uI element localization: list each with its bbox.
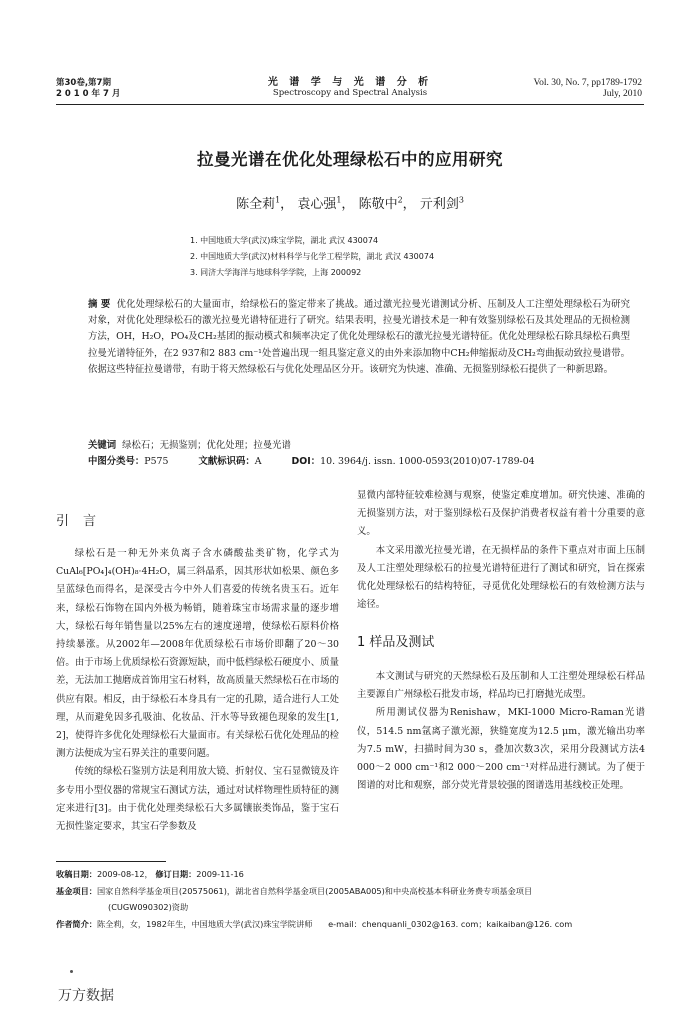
doc-code-value: A — [254, 456, 262, 467]
author-list: 陈全莉$^1$， 袁心强$^1$， 陈敬中$^2$， 亓利剑$^3$ — [236, 195, 464, 212]
author-affiliation-mark: 3 — [458, 195, 464, 205]
author-name: 陈敬中 — [358, 197, 398, 212]
author-affiliation-mark: 1 — [275, 195, 281, 205]
header-volume-pages: Vol. 30, No. 7, pp1789-1792 — [533, 78, 642, 88]
body-left-column — [56, 545, 339, 836]
body-paragraph: 显微内部特征较难检测与观察，使鉴定难度增加。研究快速、准确的无损鉴别方法，对于鉴别绿松石及保护消费者权益有着十分重要的意义。 — [357, 490, 645, 538]
doc-code-label: 文献标识码： — [198, 456, 255, 467]
affiliation-item: 3. 同济大学海洋与地球科学学院，上海 200092 — [190, 268, 362, 277]
received-date: 2009-08-12， — [96, 869, 153, 879]
keywords-block — [88, 438, 535, 470]
header-volume-en — [533, 78, 642, 100]
author-name: 陈全莉 — [236, 197, 276, 212]
body-paragraph: 传统的绿松石鉴别方法是利用放大镜、折射仪、宝石显微镜及许多专用小型仪器的常规宝石测试方法，通过对试样物理性质特征的测定来进行[3]。由于优化处理类绿松石大多属镶嵌类饰品，鉴于宝石无损性鉴定要求，其宝石学参数及 — [56, 766, 339, 833]
fund-text-continued: (CUGW090302)资助 — [108, 902, 189, 912]
body-paragraph: 所用测试仪器为Renishaw，MKI-1000 Micro-Raman光谱仪，514.5 nm氩离子激光源，狭缝宽度为12.5 μm，激光输出功率为7.5 mW，扫描时间为30 s，叠加次数3次，采用分段测试方法4 000～2 000 cm⁻¹和2 000～200 cm⁻¹对样品进行测试。为了便于图谱的对比和观察，部分荧光背景较强的图谱选用基线校正处理。 — [357, 707, 645, 792]
author-affiliation-mark: 2 — [397, 195, 403, 205]
revised-label: 修订日期： — [155, 869, 197, 879]
footnote-rule — [56, 861, 166, 862]
body-paragraph: 本文采用激光拉曼光谱，在无损样品的条件下重点对市面上压制及人工注塑处理绿松石的拉曼光谱特征进行了测试和研究，旨在探索优化处理绿松石的结构特征，寻觅优化处理绿松石的有效检测方法与途径。 — [357, 544, 645, 611]
journal-title-en: Spectroscopy and Spectral Analysis — [272, 88, 428, 98]
body-paragraph: 绿松石是一种无外来负离子含水磷酸盐类矿物，化学式为CuAl₆[PO₄]₄(OH)₈·4H₂O，属三斜晶系，因其形状如松果、颜色多呈蓝绿色而得名，是深受古今中外人们喜爱的传统名贵玉石。近年来，绿松石饰物在国内外极为畅销，随着珠宝市场需求量的逐步增大，绿松石每年销售量以25%左右的速度递增，使绿松石原料价格持续暴涨。从2002年—2008年优质绿松石市场价即翻了20～30倍。由于市场上优质绿松石资源短缺，而中低档绿松石硬度小、质量差，无法加工抛磨成首饰用宝石材料，故高质量天然绿松石在市场的供应有限。相反，由于绿松石本身具有一定的孔隙，适合进行人工处理，从而避免因多孔吸油、化妆品、汗水等导致褪色现象的发生[1, 2]，使得许多优化处理绿松石大量面市。有关绿松石优化处理品的检测方法便成为宝石界关注的重要问题。 — [56, 548, 339, 760]
section-heading-samples: 1 样品及测试 — [357, 635, 435, 650]
keywords-label: 关键词 — [88, 440, 117, 451]
body-right-column-top — [357, 487, 645, 614]
header-date-en: July, 2010 — [603, 89, 642, 99]
affiliation-item: 2. 中国地质大学(武汉)材料科学与化学工程学院，湖北 武汉 430074 — [190, 252, 435, 261]
footnotes — [56, 866, 656, 932]
section-heading-introduction: 引言 — [56, 514, 111, 529]
fund-label: 基金项目： — [56, 885, 97, 896]
header-date-cn: 2 0 1 0 年 7 月 — [56, 89, 121, 99]
author-bio: 陈全莉，女，1982年生，中国地质大学(武汉)珠宝学院讲师 — [96, 918, 313, 929]
affiliation-list — [190, 233, 434, 281]
keywords-text: 绿松石；无损鉴别；优化处理；拉曼光谱 — [122, 440, 291, 451]
revised-date: 2009-11-16 — [196, 869, 244, 879]
body-right-column-bottom — [357, 668, 645, 795]
watermark-dot — [70, 970, 73, 973]
clc-label: 中图分类号： — [88, 456, 145, 467]
body-paragraph: 本文测试与研究的天然绿松石及压制和人工注塑处理绿松石样品主要源自广州绿松石批发市场，样品均已打磨抛光成型。 — [357, 671, 645, 701]
doi-value: 10. 3964/j. issn. 1000-0593(2010)07-1789-04 — [320, 456, 535, 467]
author-bio-label: 作者简介： — [56, 918, 97, 929]
abstract-label: 摘 要 — [88, 299, 111, 310]
author-name: 袁心强 — [297, 197, 337, 212]
header-volume-cn — [56, 78, 120, 100]
watermark-text: 万方数据 — [58, 988, 114, 1004]
affiliation-item: 1. 中国地质大学(武汉)珠宝学院，湖北 武汉 430074 — [190, 236, 379, 245]
clc-value: P575 — [144, 456, 169, 467]
author-email: e-mail：chenquanli_0302@163. com；kaikaiban@126. com — [328, 918, 573, 929]
author-name: 亓利剑 — [419, 197, 459, 212]
abstract-text: 优化处理绿松石的大量面市，给绿松石的鉴定带来了挑战。通过激光拉曼光谱测试分析、压制及人工注塑处理绿松石为研究对象，对优化处理绿松石的激光拉曼光谱特征进行了研究。结果表明，拉曼光谱技术是一种有效鉴别绿松石及其处理品的无损检测方法，OH，H₂O，PO₄及CH₂基团的振动模式和频率决定了优化处理绿松石的激光拉曼光谱特征。优化处理绿松石除具绿松石典型拉曼光谱特征外，在2 937和2 883 cm⁻¹处普遍出现一组具鉴定意义的由外来添加物中CH₂伸缩振动及CH₂弯曲振动致拉曼谱带。依据这些特征拉曼谱带，有助于将天然绿松石与优化处理品区分开。该研究为快速、准确、无损鉴别绿松石提供了一种新思路。 — [88, 299, 630, 375]
paper-title: 拉曼光谱在优化处理绿松石中的应用研究 — [197, 150, 503, 169]
header-rule — [56, 104, 644, 105]
author-affiliation-mark: 1 — [336, 195, 342, 205]
fund-text: 国家自然科学基金项目(20575061)，湖北省自然科学基金项目(2005ABA005)和中央高校基本科研业务费专项基金项目 — [96, 885, 533, 896]
abstract — [88, 297, 630, 378]
header-journal — [240, 77, 460, 99]
received-label: 收稿日期： — [56, 869, 97, 879]
header-volume-issue: 第30卷,第7期 — [56, 78, 111, 88]
doi-label: DOI： — [291, 456, 321, 467]
journal-title-cn: 光 谱 学 与 光 谱 分 析 — [267, 77, 433, 88]
